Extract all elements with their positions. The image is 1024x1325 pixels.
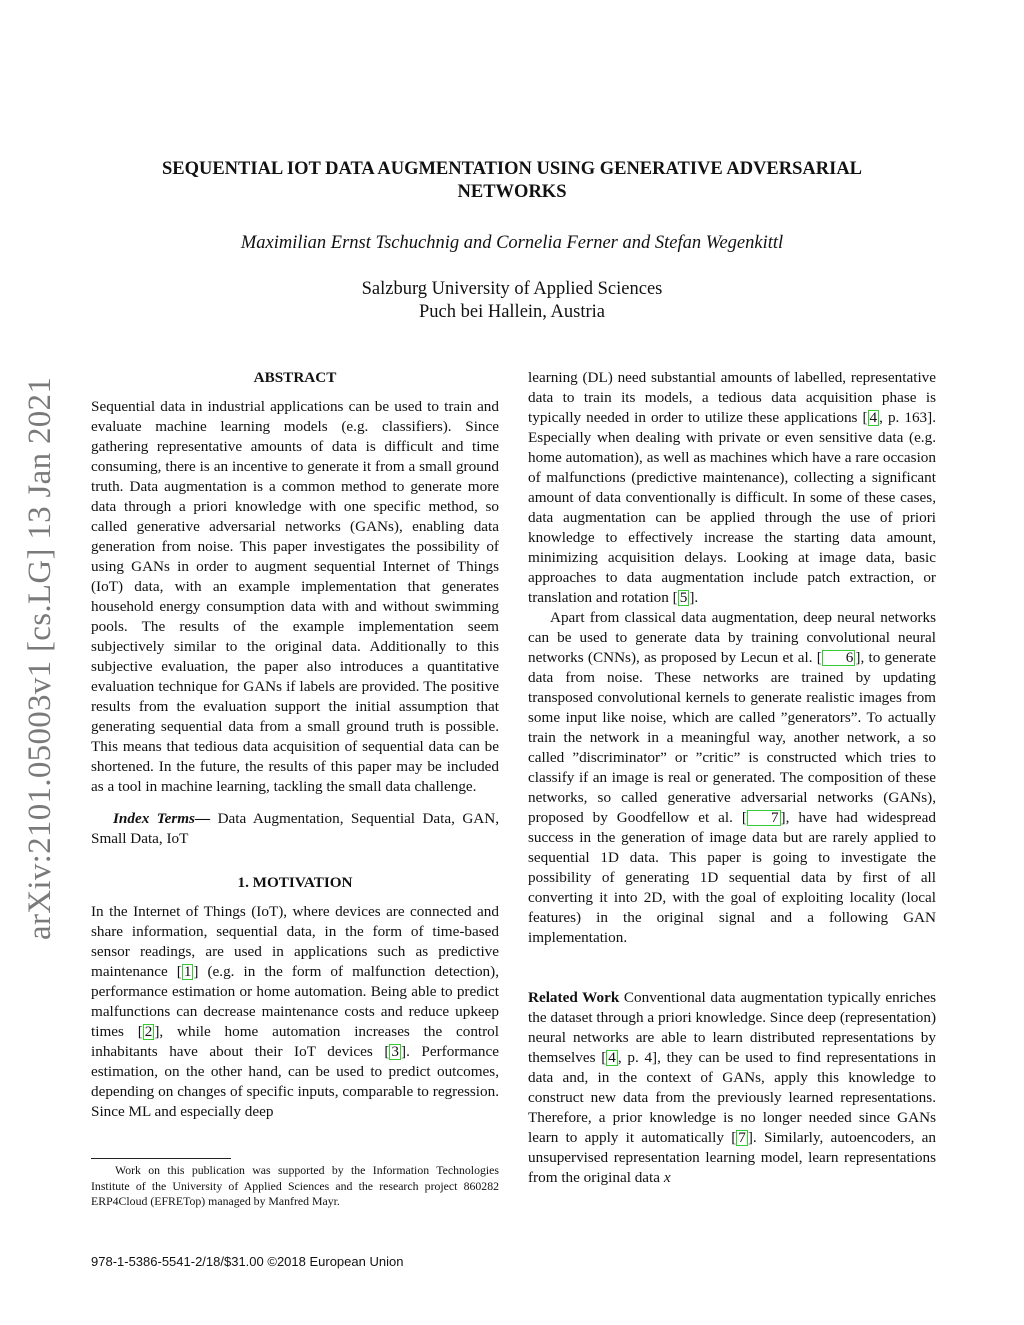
text-run: , have had widespread success in the generation of image data but are rarely applied to sequential 1D data. This paper is going to investigate the possibility of generating 1D sequential data by first of all converting it into 2D, with the goal of exploiting locality (local features) in the original signal and a following GAN implementation. — [528, 809, 936, 946]
citation-link[interactable]: 5 — [679, 589, 688, 606]
text-run: (e.g. in the form of malfunction detection), performance estimation or home automation. Being able to predict malfunctions can decrease maintenance costs and reduce upkeep times — [91, 963, 499, 1040]
index-terms — [91, 809, 499, 849]
affiliation-line-2: Puch bei Hallein, Austria — [419, 302, 605, 322]
related-work-paragraph: Related Work Conventional data augmentation typically enriches the dataset through a priori knowledge. Since deep (representation) neural networks are able to learn distributed representations by themselves [ 4 , p. 4], they can be used to find representations in data and, in the context of GANs, apply this knowledge to construct new data from the previously learned representations. Therefore, a prior knowledge is no longer needed since GANs learn to apply it automatically [ 7 ]. Similarly, autoencoders, an unsupervised representation learning model, learn representations from the original data x — [528, 989, 937, 1186]
dl-paragraph: learning (DL) need substantial amounts of labelled, representative data to train its models, a tedious data acquisition phase is typically needed in order to utilize these applications [ 4 , p. 163]. Especially when dealing with private or even sensitive data (e.g. home automation), as well as machines which have a rare occasion of malfunctions (predictive maintenance), collecting a significant amount of data conventionally is difficult. In some of these cases, data augmentation can be applied through the use of priori knowledge to effectively increase the starting data amount, minimizing acquisition delays. Looking at image data, basic approaches to data augmentation include patch extraction, or translation and rotation [ 5 ]. — [528, 369, 936, 606]
abstract-heading: ABSTRACT — [253, 369, 337, 386]
text-run: , to generate data from noise. These networks are trained by updating transposed convolutional kernels to generate realistic images from some input like noise, which are called ”generators”. To actually train the network in a meaningful way, another network, a so called ”discriminator” or ”critic” is constructed which tries to classify if an image is real or generated. The composition of these networks, so called generative adversarial networks (GANs), proposed by Goodfellow et al. — [528, 649, 936, 826]
paper-title — [100, 158, 924, 204]
text-run: . — [694, 589, 699, 606]
text-run: In the Internet of Things (IoT), where devices are connected and share information, sequential data, in the form of time-based sensor readings, are used in applications such as predictive maintenance — [91, 903, 499, 980]
citation-link[interactable]: 2 — [144, 1023, 153, 1040]
index-terms-label: Index Terms— — [113, 810, 211, 827]
footnote-divider — [91, 1158, 231, 1159]
citation-link[interactable]: 6 — [822, 650, 856, 666]
related-work-label: Related Work — [528, 989, 620, 1006]
footnote — [91, 1163, 499, 1210]
motivation-heading: 1. MOTIVATION — [237, 874, 353, 891]
citation-link[interactable]: 7 — [738, 1129, 746, 1146]
footnote-text: Work on this publication was supported by the Information Technologies Institute of the University of Applied Sciences and the research project 860282 ERP4Cloud (EFRETop) managed by Manfred Mayr. — [91, 1163, 499, 1208]
citation-link[interactable]: 3 — [391, 1043, 399, 1060]
index-terms-text: Data Augmentation, Sequential Data, GAN, Small Data, IoT — [91, 810, 500, 847]
motivation-paragraph: In the Internet of Things (IoT), where devices are connected and share information, sequential data, in the form of time-based sensor readings, are used in applications such as predictive maintenance [ 1 ] (e.g. in the form of malfunction detection), performance estimation or home automation. Being able to predict malfunctions can decrease maintenance costs and reduce upkeep times [ 2 ], while home automation increases the control inhabitants have about their IoT devices [ 3 ]. Performance estimation, on the other hand, can be used to predict outcomes, depending on changes of specific inputs, comparable to regression. Since ML and especially deep — [91, 903, 500, 1120]
text-run: learning (DL) need substantial amounts of labelled, representative data to train its models, a tedious data acquisition phase is typically needed in order to utilize these applications — [528, 369, 936, 426]
citation-link[interactable]: 4 — [869, 409, 878, 426]
affiliation-line-1: Salzburg University of Applied Sciences — [361, 279, 663, 299]
affiliation — [100, 278, 924, 324]
text-run: . Performance estimation, on the other hand, can be used to predict outcomes, depending on changes of specific inputs, comparable to regression. Since ML and especially deep — [91, 1043, 499, 1120]
text-run: Conventional data augmentation typically enriches the dataset through a priori knowledge. Since deep (representation) neural networks are able to learn distributed representations by themselves — [528, 989, 936, 1066]
right-column — [528, 368, 936, 1188]
copyright-notice: 978-1-5386-5541-2/18/$31.00 ©2018 European Union — [91, 1254, 404, 1269]
title-line-1: SEQUENTIAL IOT DATA AUGMENTATION USING GENERATIVE ADVERSARIAL — [161, 159, 863, 179]
arxiv-identifier: arXiv:2101.05003v1 [cs.LG] 13 Jan 2021 — [22, 376, 58, 940]
gan-paragraph: Apart from classical data augmentation, deep neural networks can be used to generate data by training convolutional neural networks (CNNs), as proposed by Lecun et al. [ 6 ], to generate data from noise. These networks are trained by updating transposed convolutional kernels to generate realistic images from some input like noise, which are called ”generators”. To actually train the network in a meaningful way, another network, a so called ”discriminator” or ”critic” is constructed which tries to classify if an image is real or generated. The composition of these networks, so called generative adversarial networks (GANs), proposed by Goodfellow et al. [ 7 ], have had widespread success in the generation of image data but are rarely applied to sequential 1D data. This paper is going to investigate the possibility of generating 1D sequential data by first of all converting it into 2D, with the goal of exploiting locality (local features) in the original signal and a following GAN implementation. — [528, 609, 936, 946]
left-column — [91, 368, 499, 1122]
text-run: , p. 4], they can be used to find representations in data and, in the context of GANs, apply this knowledge to construct new data from the previously learned representations. Therefore, a prior knowledge is no longer needed since GANs learn to apply it automatically — [528, 1049, 937, 1146]
abstract-text: Sequential data in industrial applications can be used to train and evaluate machine learning models (e.g. classifiers). Since gathering representative amounts of data is difficult and time consuming, there is an incentive to generate it from a small ground truth. Data augmentation is a common method to generate more data through a priori knowledge with one specific method, so called generative adversarial networks (GANs), enabling data generation from noise. This paper investigates the possibility of using GANs in order to augment sequential Internet of Things (IoT) data, with an example implementation that generates household energy consumption data with and without swimming pools. The results of the example implementation seem subjectively similar to the original data. Additionally to this subjective evaluation, the paper also introduces a quantitative evaluation technique for GANs if labels are provided. The positive results from the evaluation support the initial assumption that generating sequential data from a small ground truth is possible. This means that tedious data acquisition of sequential data can be shortened. In the future, the results of this paper may be included as a tool in machine learning, tackling the small data challenge. — [91, 398, 499, 795]
math-variable-x: x — [663, 1169, 671, 1186]
citation-link[interactable]: 1 — [183, 963, 192, 980]
text-run: , while home automation increases the control inhabitants have about their IoT devices — [91, 1023, 500, 1060]
title-line-2: NETWORKS — [457, 182, 567, 202]
citation-link[interactable]: 7 — [747, 810, 781, 826]
authors: Maximilian Ernst Tschuchnig and Cornelia Ferner and Stefan Wegenkittl — [240, 233, 784, 253]
text-run: , p. 163]. Especially when dealing with private or even sensitive data (e.g. home automation), as well as machines which have a rare occasion of malfunctions (predictive maintenance), collecting a significant amount of data conventionally is difficult. In some of these cases, data augmentation can be applied through the use of priori knowledge to effectively increase the starting data amount, minimizing acquisition delays. Looking at image data, basic approaches to data augmentation include patch extraction, or translation and rotation — [528, 409, 936, 606]
text-run: . Similarly, autoencoders, an unsupervised representation learning model, learn representations from the original data — [528, 1129, 936, 1186]
text-run: Apart from classical data augmentation, deep neural networks can be used to generate data by training convolutional neural networks (CNNs), as proposed by Lecun et al. — [528, 609, 936, 666]
citation-link[interactable]: 4 — [608, 1049, 616, 1066]
